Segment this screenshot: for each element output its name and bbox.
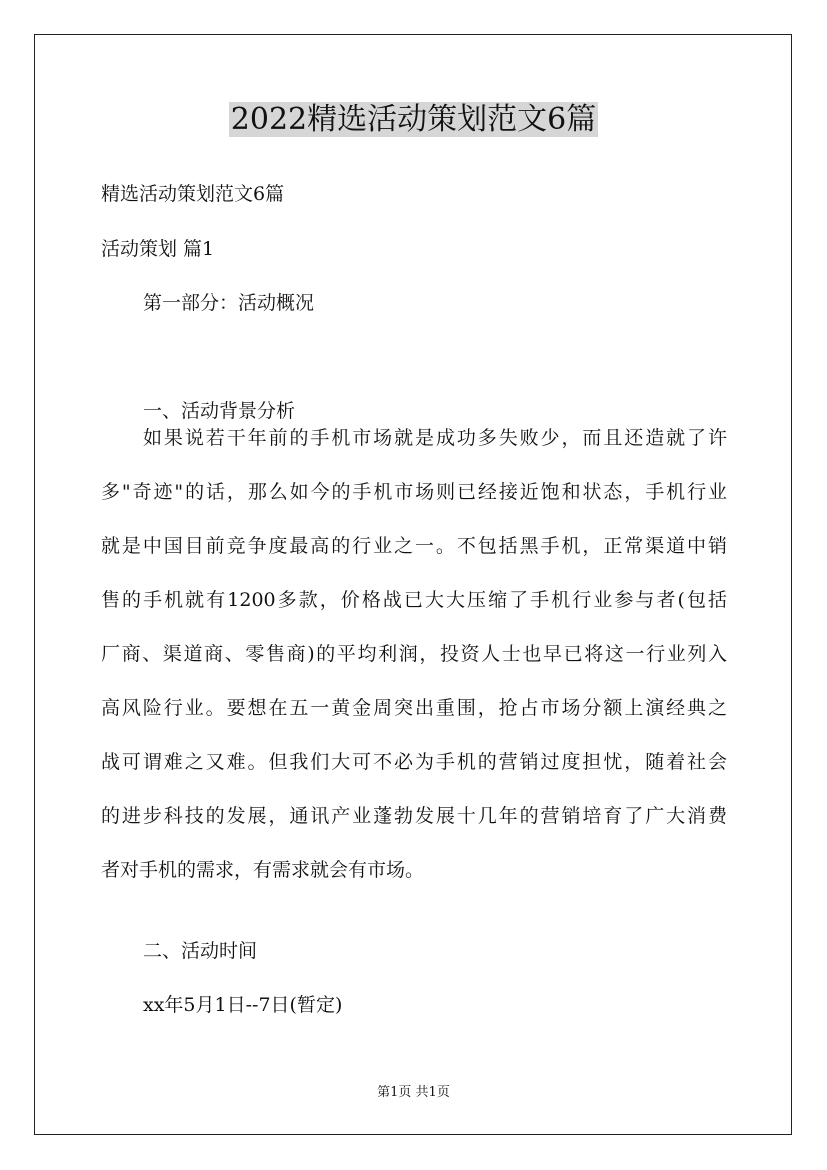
paragraph-line-3: 就是中国目前竞争度最高的行业之一。不包括黑手机，正常渠道中销	[101, 535, 727, 557]
paragraph-line-4: 售的手机就有1200多款，价格战已大大压缩了手机行业参与者(包括	[101, 589, 727, 611]
document-title-text: 2022精选活动策划范文6篇	[230, 102, 597, 137]
heading-background: 一、活动背景分析	[143, 400, 296, 422]
document-title	[0, 98, 827, 142]
paragraph-line-1: 如果说若干年前的手机市场就是成功多失败少，而且还造就了许	[143, 427, 727, 449]
paragraph-line-5: 厂商、渠道商、零售商)的平均利润，投资人士也早已将这一行业列入	[101, 643, 727, 665]
page-footer: 第1页 共1页	[377, 1085, 450, 1100]
paragraph-line-9: 者对手机的需求，有需求就会有市场。	[101, 859, 425, 881]
part-heading: 第一部分：活动概况	[143, 292, 315, 314]
time-value: xx年5月1日--7日(暂定)	[143, 994, 343, 1016]
paragraph-line-6: 高风险行业。要想在五一黄金周突出重围，抢占市场分额上演经典之	[101, 697, 727, 719]
document-subtitle: 精选活动策划范文6篇	[101, 183, 285, 205]
heading-time: 二、活动时间	[143, 940, 258, 962]
section-label: 活动策划 篇1	[101, 238, 215, 260]
paragraph-line-7: 战可谓难之又难。但我们大可不必为手机的营销过度担忧，随着社会	[101, 751, 727, 773]
paragraph-line-8: 的进步科技的发展，通讯产业蓬勃发展十几年的营销培育了广大消费	[101, 805, 727, 827]
paragraph-line-2: 多"奇迹"的话，那么如今的手机市场则已经接近饱和状态，手机行业	[101, 481, 727, 503]
